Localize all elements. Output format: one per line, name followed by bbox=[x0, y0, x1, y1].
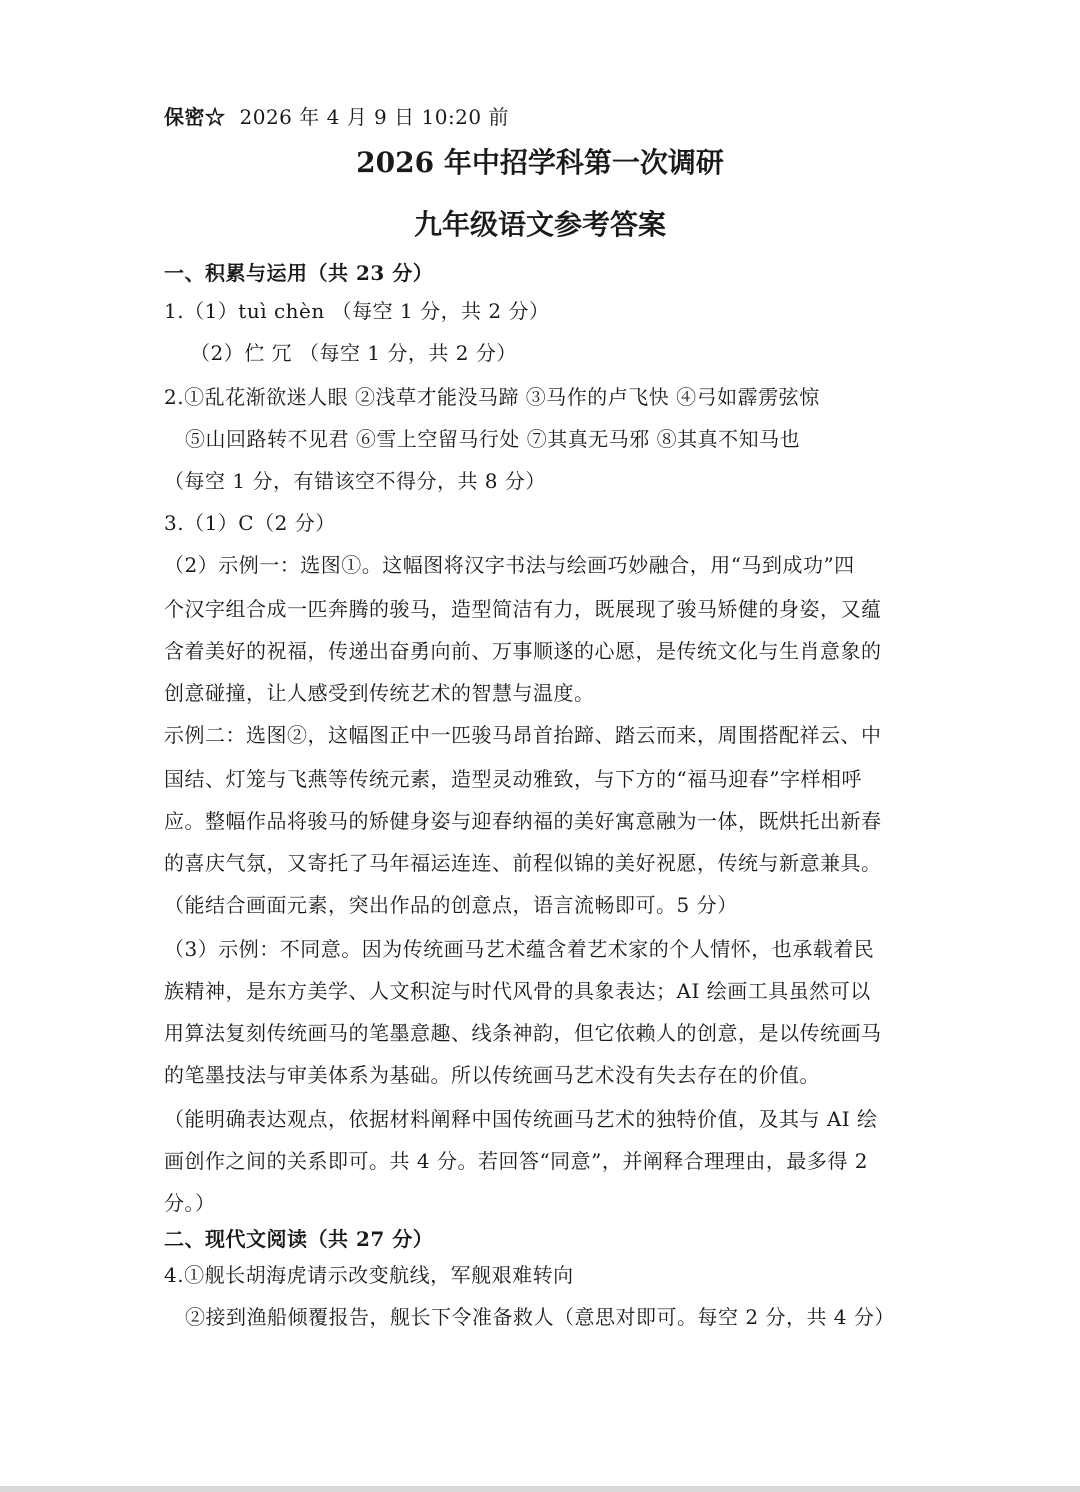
main-title: 2026 年中招学科第一次调研 bbox=[356, 146, 724, 179]
q3-part2-line9: （能结合画面元素，突出作品的创意点，语言流畅即可。5 分） bbox=[164, 893, 738, 917]
exam-date: 2026 年 4 月 9 日 10:20 前 bbox=[239, 105, 509, 129]
q3-part2-line5: 示例二：选图②，这幅图正中一匹骏马昂首抬蹄、踏云而来，周围搭配祥云、中 bbox=[164, 723, 882, 747]
q3-part2-line2: 个汉字组合成一匹奔腾的骏马，造型简洁有力，既展现了骏马矫健的身姿，又蕴 bbox=[164, 597, 882, 621]
q3-part3-line6: 画创作之间的关系即可。共 4 分。若回答“同意”，并阐释合理理由，最多得 2 bbox=[164, 1149, 868, 1173]
q3-part2-line3: 含着美好的祝福，传递出奋勇向前、万事顺遂的心愿，是传统文化与生肖意象的 bbox=[164, 639, 882, 663]
bottom-edge bbox=[0, 1486, 1080, 1492]
section-2-heading: 二、现代文阅读（共 27 分） bbox=[164, 1227, 434, 1251]
q1-part2: （2）伫 冗 （每空 1 分，共 2 分） bbox=[190, 341, 517, 365]
sub-title: 九年级语文参考答案 bbox=[413, 208, 666, 241]
section-1-heading: 一、积累与运用（共 23 分） bbox=[164, 261, 434, 285]
q3-part1: 3.（1）C（2 分） bbox=[164, 511, 336, 535]
q4-line1: 4.①舰长胡海虎请示改变航线，军舰艰难转向 bbox=[164, 1263, 574, 1287]
q2-line2: ⑤山回路转不见君 ⑥雪上空留马行处 ⑦其真无马邪 ⑧其真不知马也 bbox=[185, 427, 801, 451]
header-line bbox=[164, 104, 509, 130]
q3-part3-line1: （3）示例：不同意。因为传统画马艺术蕴含着艺术家的个人情怀，也承载着民 bbox=[164, 937, 875, 961]
confidential-label: 保密☆ bbox=[164, 105, 226, 129]
q3-part3-line5: （能明确表达观点，依据材料阐释中国传统画马艺术的独特价值，及其与 AI 绘 bbox=[164, 1107, 878, 1131]
q3-part2-line7: 应。整幅作品将骏马的矫健身姿与迎春纳福的美好寓意融为一体，既烘托出新春 bbox=[164, 809, 882, 833]
q3-part2-line8: 的喜庆气氛，又寄托了马年福运连连、前程似锦的美好祝愿，传统与新意兼具。 bbox=[164, 851, 882, 875]
q2-note: （每空 1 分，有错该空不得分，共 8 分） bbox=[164, 469, 546, 493]
q4-line2: ②接到渔船倾覆报告，舰长下令准备救人（意思对即可。每空 2 分，共 4 分） bbox=[185, 1305, 895, 1329]
q1-part1: 1.（1）tuì chèn （每空 1 分，共 2 分） bbox=[164, 299, 550, 323]
q3-part2-line1: （2）示例一：选图①。这幅图将汉字书法与绘画巧妙融合，用“马到成功”四 bbox=[164, 553, 855, 577]
q3-part2-line4: 创意碰撞，让人感受到传统艺术的智慧与温度。 bbox=[164, 681, 595, 705]
q2-line1: 2.①乱花渐欲迷人眼 ②浅草才能没马蹄 ③马作的卢飞快 ④弓如霹雳弦惊 bbox=[164, 385, 820, 409]
q3-part3-line2: 族精神，是东方美学、人文积淀与时代风骨的具象表达；AI 绘画工具虽然可以 bbox=[164, 979, 871, 1003]
q3-part3-line3: 用算法复刻传统画马的笔墨意趣、线条神韵，但它依赖人的创意，是以传统画马 bbox=[164, 1021, 882, 1045]
q3-part3-line4: 的笔墨技法与审美体系为基础。所以传统画马艺术没有失去存在的价值。 bbox=[164, 1063, 820, 1087]
q3-part2-line6: 国结、灯笼与飞燕等传统元素，造型灵动雅致，与下方的“福马迎春”字样相呼 bbox=[164, 767, 862, 791]
q3-part3-line7: 分。） bbox=[164, 1191, 216, 1215]
